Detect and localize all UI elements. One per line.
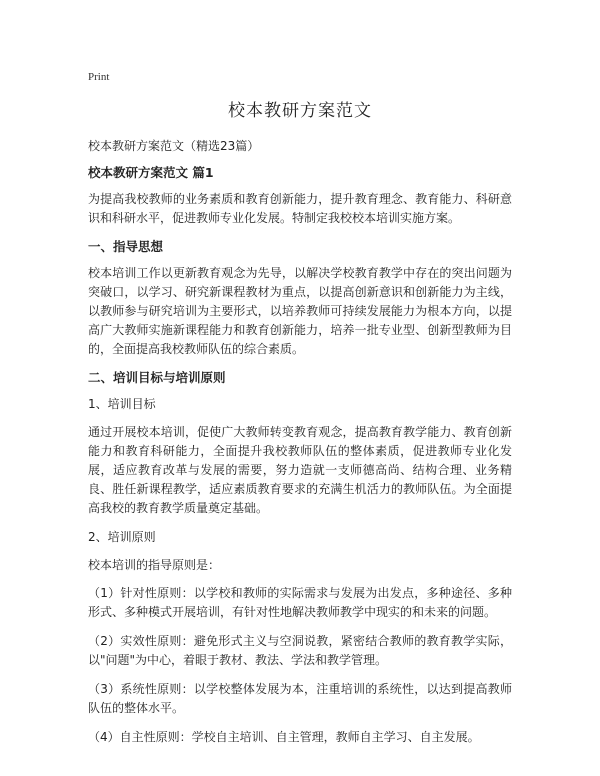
subheading-training-principles: 2、培训原则 (88, 530, 156, 544)
section-heading-guiding-ideology: 一、指导思想 (88, 239, 164, 254)
principle-effectiveness: （2）实效性原则：避免形式主义与空洞说教，紧密结合教师的教育教学实际，以"问题"为中心，着眼于教材、教法、学法和教学管理。 (88, 634, 512, 667)
principle-autonomy: （4）自主性原则：学校自主培训、自主管理，教师自主学习、自主发展。 (88, 730, 480, 744)
print-label[interactable]: Print (88, 71, 110, 83)
principle-targeted: （1）针对性原则：以学校和教师的实际需求与发展为出发点，多种途径、多种形式、多种模式开展培训，有针对性地解决教师教学中现实的和未来的问题。 (88, 586, 512, 619)
page-title: 校本教研方案范文 (228, 101, 372, 121)
principles-intro: 校本培训的指导原则是： (88, 558, 221, 572)
section-heading-goals-principles: 二、培训目标与培训原则 (88, 370, 226, 385)
guiding-ideology-paragraph: 校本培训工作以更新教育观念为先导，以解决学校教育教学中存在的突出问题为突破口，以学习、研究新课程教材为重点，以提高创新意识和创新能力为主线，以教师参与研究培训为主要形式，以培养教师可持续发展能力为根本方向，以提高广大教师实施新课程能力和教育创新能力，培养一批专业型、创新型教师为目的，全面提高我校教师队伍的综合素质。 (88, 266, 512, 356)
subtitle: 校本教研方案范文（精选23篇） (88, 139, 260, 153)
intro-paragraph: 为提高我校教师的业务素质和教育创新能力，提升教育理念、教育能力、科研意识和科研水平，促进教师专业化发展。特制定我校校本培训实施方案。 (88, 192, 512, 225)
principle-systematic: （3）系统性原则：以学校整体发展为本，注重培训的系统性，以达到提高教师队伍的整体水平。 (88, 682, 512, 715)
article-heading: 校本教研方案范文 篇1 (88, 165, 214, 180)
subheading-training-goals: 1、培训目标 (88, 397, 156, 411)
training-goals-paragraph: 通过开展校本培训，促使广大教师转变教育观念，提高教育教学能力、教育创新能力和教育科研能力，全面提升我校教师队伍的整体素质，促进教师专业化发展，适应教育改革与发展的需要，努力造就一支师德高尚、结构合理、业务精良、胜任新课程教学，适应素质教育要求的充满生机活力的教师队伍。为全面提高我校的教育教学质量奠定基础。 (88, 425, 512, 515)
